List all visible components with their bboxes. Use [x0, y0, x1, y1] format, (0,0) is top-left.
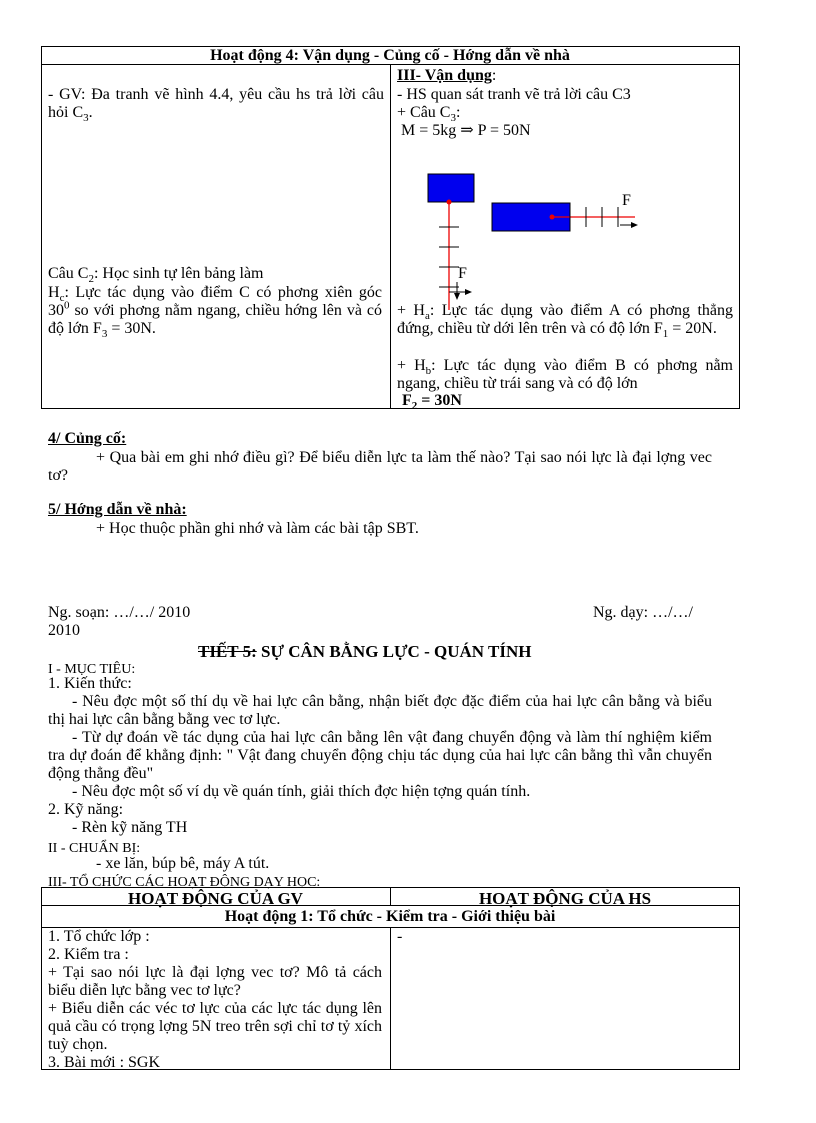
table2-left-1: 1. Tổ chức lớp :	[48, 928, 150, 945]
point-a	[447, 200, 452, 205]
table2-right-dash: -	[397, 928, 403, 945]
activity4-right-line2: + Câu $C_3$:	[397, 104, 461, 125]
knowledge-item-1: - Nêu đợc một số thí dụ về hai lực cân bằng, nhận biết đợc đặc điểm của hai lực cân bằng và biểu thị hai lực cân bằng bằng vec tơ lực.	[48, 693, 712, 728]
table2-col-gv: HOẠT ĐỘNG CỦA GV	[128, 889, 303, 908]
table2-left-2: 2. Kiểm tra :	[48, 946, 129, 963]
knowledge-heading: 1. Kiến thức:	[48, 675, 132, 692]
section5-heading: 5/ Hớng dẫn về nhà:	[48, 501, 187, 518]
lesson-title: TIẾT 5: SỰ CÂN BẰNG LỰC - QUÁN TÍNH	[198, 642, 532, 661]
activity4-right-line1: - HS quan sát tranh vẽ trả lời câu C3	[397, 86, 631, 103]
activity4-hb-answer: + $H_b$: Lực tác dụng vào điểm B có phơng nằm ngang, chiều từ trái sang và có độ lớn	[397, 357, 734, 392]
date-soan: Ng. soạn: …/…/ 2010	[48, 604, 191, 621]
activity4-hb-value: $F_2 = 30N$	[402, 392, 462, 413]
table2-activity1: Hoạt động 1: Tổ chức - Kiểm tra - Giới thiệu bài	[224, 908, 556, 925]
activity4-column-divider	[390, 64, 391, 408]
skills-item-1: - Rèn kỹ năng TH	[72, 819, 188, 836]
date-day: Ng. dạy: …/…/	[593, 604, 693, 621]
section4-heading: 4/ Củng cố:	[48, 430, 127, 447]
activity4-c2-answer: Câu $C_2$: Học sinh tự lên bảng làm	[48, 265, 264, 286]
knowledge-item-3: - Nêu đợc một số ví dụ về quán tính, giải thích đợc hiện tợng quán tính.	[72, 783, 531, 800]
block-a	[428, 174, 474, 202]
arrowhead-down	[454, 293, 460, 300]
preparation-item-1: - xe lăn, búp bê, máy A tút.	[96, 855, 270, 872]
activity4-gv-text: - GV: Đa tranh vẽ hình 4.4, yêu cầu hs trả lời câu hỏi $C_3$.	[48, 86, 384, 125]
section5-text: + Học thuộc phần ghi nhớ và làm các bài tập SBT.	[96, 520, 419, 537]
activity4-title: Hoạt động 4: Vận dụng - Củng cố - Hớng dẫn về nhà	[210, 47, 570, 64]
point-b	[550, 215, 555, 220]
table2-left-5: 3. Bài mới : SGK	[48, 1054, 161, 1071]
activity4-ha-answer: + $H_a$: Lực tác dụng vào điểm A có phơng thẳng đứng, chiều từ dới lên trên và có độ lớn $F_1 = 20N$.	[397, 302, 733, 341]
section4-text: + Qua bài em ghi nhớ điều gì? Để biểu diễn lực ta làm thế nào? Tại sao nói lực là đại lợng vec tơ?	[48, 449, 712, 484]
activity4-hc-answer: $H_c$: Lực tác dụng vào điểm C có phơng xiên góc $30^0$ so với phơng nằm ngang, chiều hớng lên và có độ lớn $F_3 = 30N$.	[48, 284, 382, 341]
arrowhead-right	[631, 222, 638, 228]
table2-left-4: + Biểu diễn các véc tơ lực của các lực tác dụng lên quả cầu có trọng lợng 5N treo trên sợi chỉ tơ tỷ xích tuỳ chọn.	[48, 1000, 382, 1053]
knowledge-item-2: - Từ dự đoán về tác dụng của hai lực cân bằng lên vật đang chuyển động và làm thí nghiệm kiểm tra dự đoán để khẳng định: " Vật đang chuyển động chịu tác dụng của hai lực cân bằng thì vẫn chuyển động thẳng đều"	[48, 729, 712, 782]
activity4-right-line3: M = 5kg ⇒ P = 50N	[401, 122, 531, 139]
table2-col-hs: HOẠT ĐỘNG CỦA HS	[478, 889, 652, 908]
date-year: 2010	[48, 622, 80, 639]
organization-heading: III- TỔ CHỨC CÁC HOẠT ĐỘNG DẠY HỌC:	[48, 875, 321, 890]
preparation-heading: II - CHUẨN BỊ:	[48, 841, 141, 856]
force-label-f-right: F	[622, 192, 631, 209]
activity4-right-heading: III- Vận dụng:	[397, 67, 497, 84]
table2-left-3: + Tại sao nói lực là đại lợng vec tơ? Mô tả cách biểu diễn lực bằng vec tơ lực?	[48, 964, 382, 999]
skills-heading: 2. Kỹ năng:	[48, 801, 124, 818]
force-label-f-down: F	[458, 265, 467, 282]
table2-col-divider	[390, 927, 391, 1069]
objectives-heading: I - MỤC TIÊU:	[48, 662, 136, 677]
force-diagram	[420, 170, 650, 320]
